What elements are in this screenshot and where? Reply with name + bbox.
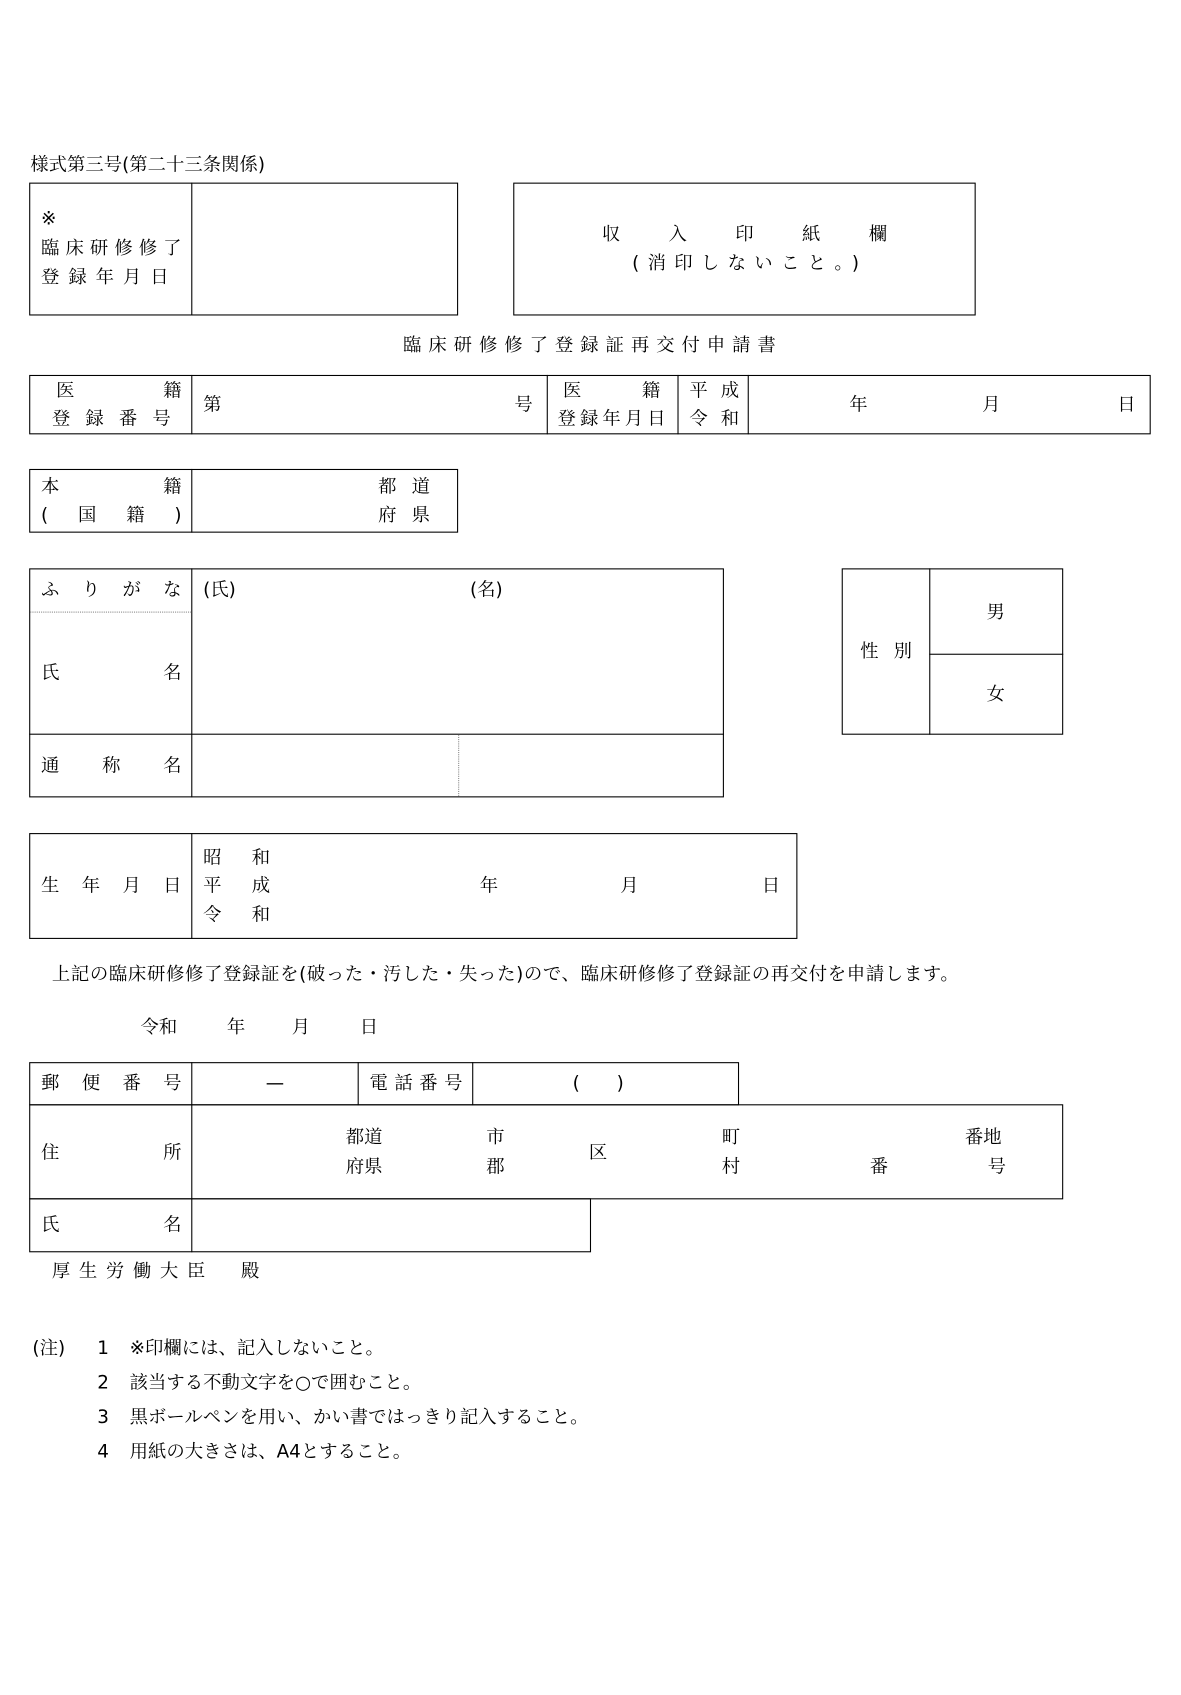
note-text: 該当する不動文字を○で囲むこと。 <box>129 1372 422 1394</box>
domicile-label2: (国籍) <box>41 504 182 527</box>
era-reiwa[interactable]: 令和 <box>203 904 271 926</box>
dotted-divider <box>30 612 191 613</box>
reg-label-line2: 登録年月日 <box>41 266 169 289</box>
applicant-name-label: 氏名 <box>41 1214 182 1237</box>
divider <box>191 469 192 533</box>
banchi-text: 番地 <box>964 1126 1002 1149</box>
divider <box>191 568 192 797</box>
divider <box>29 734 724 735</box>
village-text: 村 <box>721 1156 741 1178</box>
year-text: 年 <box>479 875 499 897</box>
divider <box>191 1062 192 1105</box>
statement: 上記の臨床研修修了登録証を(破った・汚した・失った)ので、臨床研修修了登録証の再交付を申請します。 <box>51 963 960 986</box>
era-showa[interactable]: 昭和 <box>203 847 271 869</box>
divider <box>191 833 192 939</box>
era-reiwa[interactable]: 令和 <box>689 408 740 431</box>
domicile-field[interactable] <box>194 472 367 528</box>
postal-dash: — <box>265 1072 285 1095</box>
revenue-stamp-box <box>513 183 975 316</box>
pref-text2: 府県 <box>378 504 431 527</box>
surname-marker: (氏) <box>203 579 236 601</box>
registry-date-label1: 医籍 <box>562 380 661 402</box>
sex-label: 性別 <box>860 640 912 663</box>
stamp-title: 収入印紙欄 <box>601 223 888 246</box>
city-text: 市 <box>486 1126 505 1149</box>
divider <box>929 654 1063 655</box>
divider <box>191 1198 192 1252</box>
note-number: 3 <box>97 1406 109 1429</box>
postal-label: 郵便番号 <box>41 1072 182 1095</box>
pref-text1: 都道 <box>345 1126 383 1149</box>
registry-number-field[interactable] <box>227 378 508 430</box>
reference-mark: ※ <box>41 208 57 231</box>
registration-date-field[interactable] <box>192 184 456 314</box>
applicant-name-field[interactable] <box>194 1202 587 1250</box>
go-text: 号 <box>514 394 533 416</box>
apply-year: 年 <box>226 1016 246 1039</box>
document-title: 臨床研修修了登録証再交付申請書 <box>403 334 776 357</box>
era-heisei[interactable]: 平成 <box>203 875 271 897</box>
address-label: 住所 <box>41 1142 182 1164</box>
apply-era: 令和 <box>140 1016 178 1039</box>
go-text: 号 <box>987 1156 1006 1178</box>
year-text: 年 <box>849 394 868 416</box>
note-number: 2 <box>97 1372 109 1394</box>
divider <box>547 375 548 434</box>
given-name-marker: (名) <box>470 579 503 601</box>
divider <box>358 1062 359 1105</box>
furigana-label: ふりがな <box>41 579 182 601</box>
day-text: 日 <box>1117 394 1136 416</box>
apply-day: 日 <box>359 1016 379 1039</box>
phone-field[interactable] <box>475 1065 734 1102</box>
addressee: 厚生労働大臣 殿 <box>51 1260 268 1283</box>
day-text: 日 <box>761 875 781 897</box>
ward-text: 区 <box>588 1142 608 1164</box>
pref-text2: 府県 <box>345 1156 383 1178</box>
dai-text: 第 <box>203 394 222 416</box>
note-text: 黒ボールペンを用い、かい書ではっきり記入すること。 <box>129 1406 589 1429</box>
note-text: ※印欄には、記入しないこと。 <box>129 1337 384 1360</box>
alias-label: 通称名 <box>41 755 182 777</box>
apply-month: 月 <box>291 1016 311 1039</box>
note-number: 1 <box>97 1337 109 1360</box>
ban-text: 番 <box>869 1156 889 1178</box>
domicile-label1: 本籍 <box>41 476 182 499</box>
registry-label1: 医籍 <box>56 380 182 402</box>
phone-label: 電話番号 <box>369 1072 463 1095</box>
town-text: 町 <box>721 1126 741 1149</box>
registry-label2: 登録番号 <box>51 408 171 431</box>
alias-field[interactable] <box>194 737 719 793</box>
divider <box>191 1104 192 1199</box>
month-text: 月 <box>982 394 1001 416</box>
pref-text1: 都道 <box>378 476 431 499</box>
era-heisei[interactable]: 平成 <box>689 380 740 402</box>
divider <box>472 1062 473 1105</box>
month-text: 月 <box>620 875 639 897</box>
divider <box>191 375 192 434</box>
divider <box>748 375 749 434</box>
divider <box>677 375 678 434</box>
county-text: 郡 <box>486 1156 505 1178</box>
note-text: 用紙の大きさは、A4とすること。 <box>129 1441 412 1463</box>
sex-male[interactable]: 男 <box>986 601 1005 624</box>
registry-date-label2: 登録年月日 <box>557 408 666 431</box>
reg-label-line1: 臨床研修修了 <box>41 237 182 260</box>
birthdate-label: 生年月日 <box>41 875 182 897</box>
form-number: 様式第三号(第二十三条関係) <box>30 154 266 177</box>
divider <box>929 568 930 734</box>
sex-female[interactable]: 女 <box>986 683 1005 706</box>
name-field[interactable] <box>194 614 719 731</box>
phone-parens: ( ) <box>572 1072 624 1095</box>
name-label: 氏名 <box>41 662 182 684</box>
note-number: 4 <box>97 1441 109 1463</box>
address-field[interactable] <box>194 1108 1058 1197</box>
notes-label: (注) <box>32 1337 66 1360</box>
postal-code-field[interactable] <box>194 1065 354 1102</box>
stamp-note: (消印しないこと。) <box>632 252 859 275</box>
